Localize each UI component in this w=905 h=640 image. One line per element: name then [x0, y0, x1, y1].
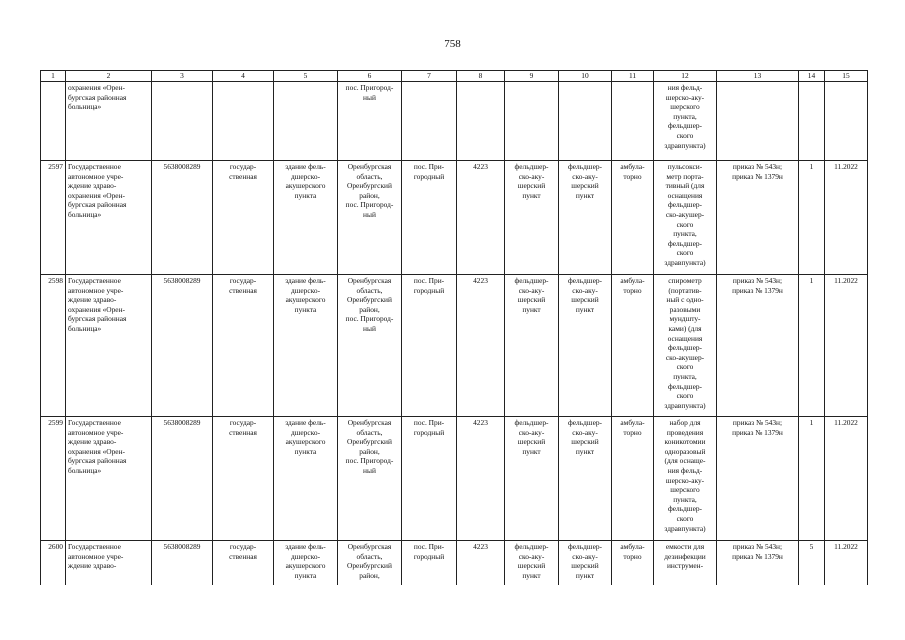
cell-qty: 1	[799, 161, 825, 275]
cell-address: Оренбургская область, Оренбургский район,	[338, 541, 402, 585]
cell-order: приказ № 543н; приказ № 1379н	[717, 161, 799, 275]
cell-code: 4223	[457, 417, 505, 541]
cell-type	[505, 82, 559, 161]
cell-building: здание фель- дшерско- акушерского пункта	[274, 275, 338, 417]
cell-qty: 5	[799, 541, 825, 585]
cell-qty: 1	[799, 417, 825, 541]
cell-inn	[152, 82, 213, 161]
cell-code: 4223	[457, 541, 505, 585]
cell-inn: 5638008289	[152, 275, 213, 417]
cell-num	[41, 82, 66, 161]
cell-settlement	[402, 82, 457, 161]
cell-type	[559, 82, 612, 161]
table-row	[41, 417, 868, 541]
cell-ownership: государ- ственная	[213, 417, 274, 541]
column-number: 13	[717, 71, 799, 82]
page-number: 758	[444, 38, 461, 50]
column-number: 5	[274, 71, 338, 82]
column-number: 3	[152, 71, 213, 82]
cell-qty: 1	[799, 275, 825, 417]
cell-settlement: пос. При- городный	[402, 161, 457, 275]
cell-type: фельдшер- ско-аку- шерский пункт	[559, 417, 612, 541]
cell-type: фельдшер- ско-аку- шерский пункт	[559, 541, 612, 585]
cell-inn: 5638008289	[152, 541, 213, 585]
cell-num: 2599	[41, 417, 66, 541]
cell-organization: Государственное автономное учре- ждение здраво-	[66, 541, 152, 585]
cell-building: здание фель- дшерско- акушерского пункта	[274, 541, 338, 585]
cell-organization: Государственное автономное учре- ждение здраво- охранения «Орен- бургская районная больница»	[66, 275, 152, 417]
cell-date: 11.2022	[825, 417, 868, 541]
column-number: 15	[825, 71, 868, 82]
cell-order	[717, 82, 799, 161]
cell-building	[274, 82, 338, 161]
table-row	[41, 161, 868, 275]
cell-code	[457, 82, 505, 161]
cell-type: фельдшер- ско-аку- шерский пункт	[559, 161, 612, 275]
cell-care: амбула- торно	[612, 417, 654, 541]
cell-settlement: пос. При- городный	[402, 275, 457, 417]
column-number: 12	[654, 71, 717, 82]
cell-type: фельдшер- ско-аку- шерский пункт	[505, 417, 559, 541]
column-number: 6	[338, 71, 402, 82]
cell-type: фельдшер- ско-аку- шерский пункт	[505, 161, 559, 275]
cell-inn: 5638008289	[152, 417, 213, 541]
column-number: 7	[402, 71, 457, 82]
cell-organization: охранения «Орен- бургская районная больница»	[66, 82, 152, 161]
cell-order: приказ № 543н; приказ № 1379н	[717, 275, 799, 417]
column-number-row	[41, 71, 868, 82]
table-row	[41, 275, 868, 417]
cell-type: фельдшер- ско-аку- шерский пункт	[505, 541, 559, 585]
cell-organization: Государственное автономное учре- ждение здраво- охранения «Орен- бургская районная больница»	[66, 161, 152, 275]
cell-ownership: государ- ственная	[213, 275, 274, 417]
cell-item: ния фельд- шерско-аку- шерского пункта, фельдшер- ского здравпункта)	[654, 82, 717, 161]
cell-code: 4223	[457, 161, 505, 275]
column-number: 1	[41, 71, 66, 82]
cell-address: Оренбургская область, Оренбургский район, пос. Пригород- ный	[338, 275, 402, 417]
cell-care: амбула- торно	[612, 275, 654, 417]
column-number: 10	[559, 71, 612, 82]
cell-building: здание фель- дшерско- акушерского пункта	[274, 417, 338, 541]
cell-address: Оренбургская область, Оренбургский район, пос. Пригород- ный	[338, 417, 402, 541]
cell-num: 2598	[41, 275, 66, 417]
cell-num: 2600	[41, 541, 66, 585]
column-number: 2	[66, 71, 152, 82]
cell-ownership: государ- ственная	[213, 541, 274, 585]
column-number: 9	[505, 71, 559, 82]
cell-num: 2597	[41, 161, 66, 275]
cell-address: пос. Пригород- ный	[338, 82, 402, 161]
cell-ownership: государ- ственная	[213, 161, 274, 275]
continuation-row	[41, 82, 868, 161]
cell-item: пульсокси- метр порта- тивный (для оснащения фельдшер- ско-акушер- ского пункта, фельдшер- ского здравпункта)	[654, 161, 717, 275]
column-number: 11	[612, 71, 654, 82]
cell-settlement: пос. При- городный	[402, 541, 457, 585]
table-row	[41, 541, 868, 585]
cell-organization: Государственное автономное учре- ждение здраво- охранения «Орен- бургская районная больница»	[66, 417, 152, 541]
cell-order: приказ № 543н; приказ № 1379н	[717, 417, 799, 541]
cell-care	[612, 82, 654, 161]
column-number: 8	[457, 71, 505, 82]
cell-date: 11.2022	[825, 161, 868, 275]
cell-item: емкости для дезинфекции инструмен-	[654, 541, 717, 585]
cell-date	[825, 82, 868, 161]
cell-qty	[799, 82, 825, 161]
cell-inn: 5638008289	[152, 161, 213, 275]
registry-table	[40, 70, 868, 585]
cell-address: Оренбургская область, Оренбургский район, пос. Пригород- ный	[338, 161, 402, 275]
column-number: 4	[213, 71, 274, 82]
cell-type: фельдшер- ско-аку- шерский пункт	[505, 275, 559, 417]
cell-ownership	[213, 82, 274, 161]
cell-care: амбула- торно	[612, 541, 654, 585]
cell-code: 4223	[457, 275, 505, 417]
cell-order: приказ № 543н; приказ № 1379н	[717, 541, 799, 585]
cell-item: спирометр (портатив- ный с одно- разовыми мундшту- ками) (для оснащения фельдшер- ско-акушер- ского пункта, фельдшер- ского здравпункта)	[654, 275, 717, 417]
cell-building: здание фель- дшерско- акушерского пункта	[274, 161, 338, 275]
cell-care: амбула- торно	[612, 161, 654, 275]
cell-settlement: пос. При- городный	[402, 417, 457, 541]
cell-type: фельдшер- ско-аку- шерский пункт	[559, 275, 612, 417]
cell-item: набор для проведения коникотомии одноразовый (для оснаще- ния фельд- шерско-аку- шерского пункта, фельдшер- ского здравпункта)	[654, 417, 717, 541]
column-number: 14	[799, 71, 825, 82]
cell-date: 11.2022	[825, 541, 868, 585]
cell-date: 11.2022	[825, 275, 868, 417]
